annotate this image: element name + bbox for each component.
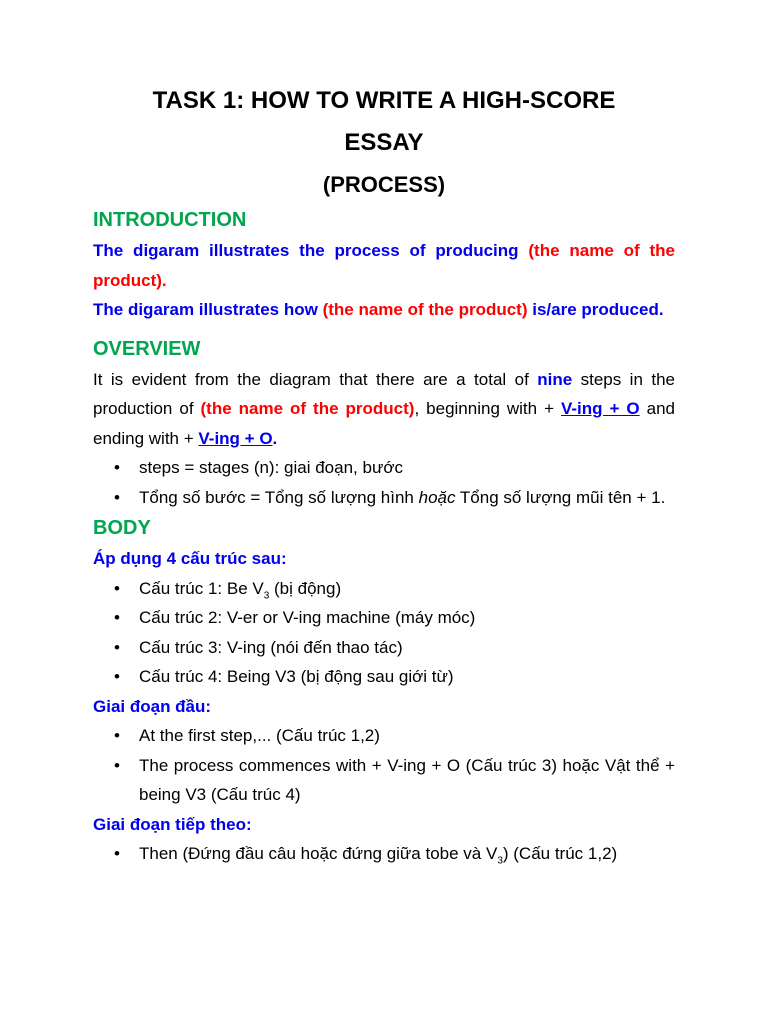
structure-2: • Cấu trúc 2: V-er or V-ing machine (máy móc) [93, 603, 675, 633]
body-heading: BODY [93, 517, 151, 539]
structure-1-b: (bị động) [269, 578, 342, 598]
stage-next-bullet-1-sub: 3 [497, 855, 503, 867]
introduction-paragraph-1 [93, 236, 675, 295]
intro-p2-product: (the name of the product) [322, 300, 528, 319]
structure-4: • Cấu trúc 4: Being V3 (bị động sau giới từ) [93, 662, 675, 692]
structure-1-a: Cấu trúc 1: Be V [139, 578, 264, 598]
introduction-heading: INTRODUCTION [93, 209, 247, 231]
stage-next-bullet-1 [93, 839, 675, 869]
title-line-3: (PROCESS) [322, 172, 446, 197]
structure-1 [93, 574, 675, 604]
introduction-paragraph-2 [93, 295, 675, 325]
structure-1-sub: 3 [263, 589, 270, 601]
stage-next-bullet-1-b: ) (Cấu trúc 1,2) [502, 844, 618, 863]
overview-text-a: It is evident from the diagram that there are a total of [93, 369, 538, 389]
stage-first-bullet-2: • The process commences with + V-ing + O (Cấu trúc 3) hoặc Vật thể + being V3 (Cấu trúc 4) [93, 751, 675, 810]
overview-text-d: and ending with + [93, 399, 675, 448]
overview-bullet-2-italic: hoặc [418, 487, 456, 507]
overview-nine: nine [537, 369, 573, 389]
document-body [93, 204, 675, 869]
overview-bullet-2-a: Tổng số bước = Tổng số lượng hình [139, 487, 419, 507]
title-line-2: ESSAY [344, 129, 424, 156]
overview-product: (the name of the product) [200, 399, 415, 418]
stage-next-bullet-1-a: Then (Đứng đầu câu hoặc đứng giữa tobe và V [139, 844, 498, 863]
overview-text-c: , beginning with + [414, 399, 561, 418]
intro-p2-text-a: The digaram illustrates how [93, 300, 323, 319]
apply-structures-heading: Áp dụng 4 cấu trúc sau: [93, 549, 287, 568]
overview-paragraph [93, 365, 675, 454]
overview-text-e: . [272, 428, 278, 448]
structure-3: • Cấu trúc 3: V-ing (nói đến thao tác) [93, 633, 675, 663]
stage-next-heading: Giai đoạn tiếp theo: [93, 814, 252, 834]
overview-bullet-2-b: Tổng số lượng mũi tên + 1. [455, 487, 666, 507]
intro-p2-text-b: is/are produced. [527, 300, 664, 319]
intro-p1-product: (the name of the product). [93, 241, 675, 290]
overview-ving-o-2: V-ing + O [198, 428, 273, 448]
stage-next-list [93, 839, 675, 869]
stage-first-heading: Giai đoạn đầu: [93, 696, 212, 716]
stage-first-list [93, 721, 675, 810]
overview-ving-o-1: V-ing + O [560, 399, 640, 418]
intro-p1-text: The digaram illustrates the process of producing [93, 241, 529, 260]
overview-bullet-2 [93, 483, 675, 513]
overview-bullet-list [93, 453, 675, 512]
stage-first-bullet-1: • At the first step,... (Cấu trúc 1,2) [93, 721, 675, 751]
overview-heading: OVERVIEW [93, 337, 201, 360]
structures-list [93, 574, 675, 692]
overview-bullet-1: • steps = stages (n): giai đoạn, bước [93, 453, 675, 483]
title-line-1: TASK 1: HOW TO WRITE A HIGH-SCORE [152, 87, 616, 114]
overview-text-b: steps in the production of [93, 369, 675, 418]
